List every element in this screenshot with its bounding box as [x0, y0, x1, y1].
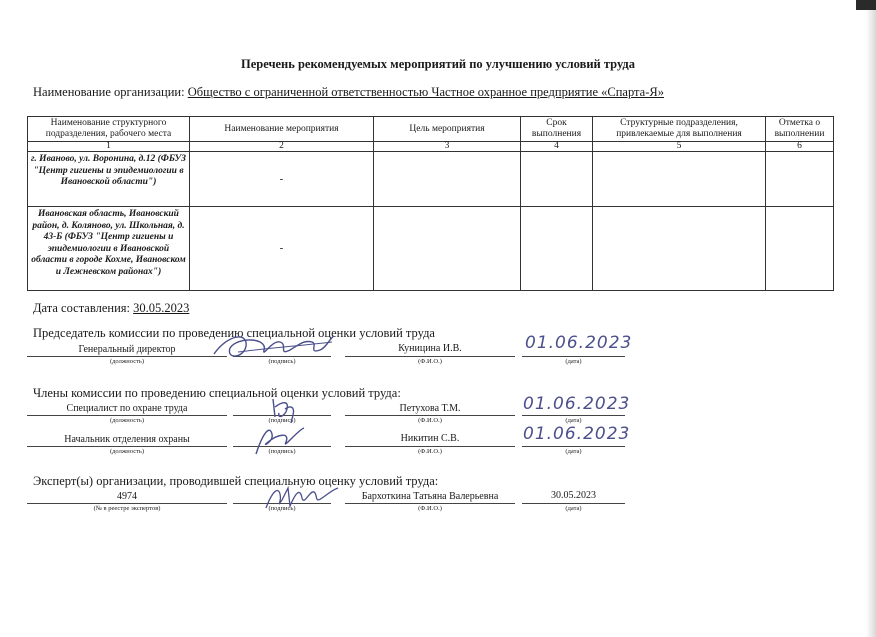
fio-caption: (Ф.И.О.): [418, 448, 442, 455]
member-position: Специалист по охране труда: [66, 403, 188, 414]
members-heading: Члены комиссии по проведению специальной оценки условий труда:: [33, 386, 401, 400]
table-header-row: [28, 117, 834, 142]
member-name: Никитин С.В.: [400, 433, 460, 444]
member-name: Петухова Т.М.: [399, 403, 461, 414]
header-cell: Наименование структурного подразделения, рабочего места: [28, 117, 190, 142]
expert-date: 30.05.2023: [551, 490, 596, 501]
column-number: 4: [521, 142, 593, 152]
member-signature: [250, 424, 310, 465]
signature-caption: (подпись): [268, 448, 296, 455]
departments-cell: [593, 207, 766, 291]
deadline-cell: [521, 207, 593, 291]
departments-cell: [593, 152, 766, 207]
workplace-cell: Ивановская область, Ивановский район, д. Коляново, ул. Школьная, д. 43-Б (ФБУЗ "Центр гигиены и эпидемиологии в Ивановской области в городе Кохме, Ивановском и Лежневском районах"): [28, 207, 190, 291]
member-handwritten-date: 01.06.2023: [523, 424, 631, 444]
position-caption: (должность): [109, 448, 145, 455]
signature-caption: (подпись): [268, 358, 296, 365]
header-cell: Структурные подразделения, привлекаемые для выполнения: [593, 117, 766, 142]
goal-cell: [374, 207, 521, 291]
document-title: Перечень рекомендуемых мероприятий по улучшению условий труда: [240, 57, 636, 71]
organization-line: [33, 85, 664, 100]
header-cell: Цель мероприятия: [374, 117, 521, 142]
date-compiled-label: Дата составления:: [33, 301, 130, 315]
column-number: 5: [593, 142, 766, 152]
expert-registry-number: 4974: [117, 491, 137, 502]
position-caption: (должность): [109, 358, 145, 365]
member-position: Начальник отделения охраны: [64, 434, 190, 445]
column-number: 6: [766, 142, 834, 152]
measures-table: [27, 116, 834, 291]
date-caption: (дата): [565, 417, 582, 424]
expert-name: Бархоткина Татьяна Валерьевна: [361, 491, 499, 502]
registry-caption: (№ в реестре экспертов): [93, 505, 161, 512]
completion-cell: [766, 207, 834, 291]
chairman-name: Куницина И.В.: [398, 343, 462, 354]
goal-cell: [374, 152, 521, 207]
chairman-signature: [208, 330, 338, 369]
header-cell: Срок выполнения: [521, 117, 593, 142]
date-caption: (дата): [565, 505, 582, 512]
table-number-row: [28, 142, 834, 152]
chairman-heading: Председатель комиссии по проведению специальной оценки условий труда: [33, 326, 435, 340]
scan-edge: [866, 0, 876, 637]
measure-cell: -: [190, 207, 374, 291]
scan-corner: [856, 0, 876, 10]
signature-caption: (подпись): [268, 505, 296, 512]
completion-cell: [766, 152, 834, 207]
expert-heading: Эксперт(ы) организации, проводившей специальную оценку условий труда:: [33, 474, 439, 488]
expert-signature: [262, 482, 342, 517]
organization-label: Наименование организации:: [33, 85, 185, 99]
organization-name: Общество с ограниченной ответственностью Частное охранное предприятие «Спарта-Я»: [187, 85, 664, 99]
position-caption: (должность): [109, 417, 145, 424]
column-number: 3: [374, 142, 521, 152]
table-row: [28, 152, 834, 207]
date-compiled: [33, 301, 189, 316]
date-caption: (дата): [565, 358, 582, 365]
header-cell: Наименование мероприятия: [190, 117, 374, 142]
fio-caption: (Ф.И.О.): [418, 417, 442, 424]
member-handwritten-date: 01.06.2023: [523, 394, 631, 414]
measure-cell: -: [190, 152, 374, 207]
table-row: [28, 207, 834, 291]
fio-caption: (Ф.И.О.): [418, 358, 442, 365]
fio-caption: (Ф.И.О.): [418, 505, 442, 512]
date-compiled-value: 30.05.2023: [133, 301, 190, 315]
workplace-cell: г. Иваново, ул. Воронина, д.12 (ФБУЗ "Центр гигиены и эпидемиологии в Ивановской области"): [28, 152, 190, 207]
column-number: 2: [190, 142, 374, 152]
chairman-handwritten-date: 01.06.2023: [525, 333, 633, 353]
column-number: 1: [28, 142, 190, 152]
signature-caption: (подпись): [268, 417, 296, 424]
date-caption: (дата): [565, 448, 582, 455]
header-cell: Отметка о выполнении: [766, 117, 834, 142]
chairman-position: Генеральный директор: [78, 344, 176, 355]
deadline-cell: [521, 152, 593, 207]
